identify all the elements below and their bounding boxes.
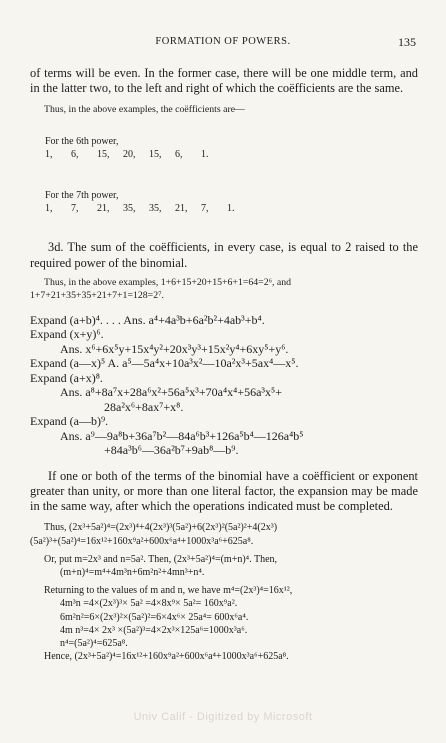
exercise-answer: Ans. a⁹—9a⁸b+36a⁷b²—84a⁶b³+126a⁵b⁴—126a⁴b⁵ [60, 428, 304, 443]
coef-value: 15, [97, 149, 110, 161]
thus-expansion-line: (5a²)³+(5a²)⁴=16x¹²+160x⁹a²+600x⁶a⁴+1000x³a⁶+625a⁸. [30, 535, 254, 547]
exercise-answer: Ans. x⁶+6x⁵y+15x⁴y²+20x³y³+15x²y⁴+6xy⁵+y⁶. [60, 341, 289, 356]
coef-row-label: For the 7th power, [45, 189, 119, 201]
thus-coefficients-line: Thus, in the above examples, the coëfficients are— [44, 104, 245, 116]
exercise-line: Expand (x+y)⁶. [30, 327, 104, 342]
returning-line: n⁴=(5a²)⁴=625a⁸. [60, 638, 128, 650]
hence-line: Hence, (2x³+5a²)⁴=16x¹²+160x⁹a²+600x⁶a⁴+1000x³a⁶+625a⁸. [44, 651, 289, 663]
coefficient-row-7th [30, 175, 418, 229]
page-number: 135 [398, 35, 416, 49]
page-body [30, 66, 418, 663]
page-header [30, 36, 416, 50]
exercise-line: Expand (a—b)⁹. [30, 414, 109, 429]
exercise-line: Expand (a—x)⁵ A. a⁵—5a⁴x+10a³x²—10a²x³+5ax⁴—x⁵. [30, 356, 299, 371]
thus-expansion-line: Thus, (2x³+5a²)⁴=(2x³)⁴+4(2x³)³(5a²)+6(2x³)²(5a²)²+4(2x³) [44, 522, 278, 534]
coef-value: 1, [45, 203, 53, 215]
digitization-watermark: Univ Calif - Digitized by Microsoft [133, 711, 313, 723]
rule-3-example: Thus, in the above examples, 1+6+15+20+15+6+1=64=2⁶, and 1+7+21+35+35+21+7+1=128=2⁷. [30, 276, 292, 301]
coef-value: 1, [45, 149, 53, 161]
coef-value: 1. [227, 203, 235, 215]
coef-value: 6, [175, 149, 183, 161]
exercise-answer: Ans. a⁸+8a⁷x+28a⁶x²+56a⁵x³+70a⁴x⁴+56a³x⁵+ [60, 385, 282, 400]
substitution-line: Or, put m=2x³ and n=5a². Then, (2x³+5a²)⁴=(m+n)⁴. Then, [44, 553, 278, 565]
binomial-coefficient-paragraph: If one or both of the terms of the binomial have a coëfficient or exponent greater than unity, or more than one literal factor, the expansion may be made in the same way, after which the operations indicated must be completed. [30, 468, 418, 514]
coefficient-row-6th [30, 121, 418, 175]
coef-row-label: For the 6th power, [45, 135, 119, 147]
coef-value: 7, [201, 203, 209, 215]
coef-value: 6, [71, 149, 79, 161]
substitution-line: (m+n)⁴=m⁴+4m³n+6m²n²+4mn³+n⁴. [60, 567, 205, 579]
coef-value: 35, [123, 203, 136, 215]
coef-value: 21, [175, 203, 188, 215]
coef-value: 15, [149, 149, 162, 161]
rule-3-paragraph: 3d. The sum of the coëfficients, in every case, is equal to 2 raised to the required power of the binomial. [30, 240, 418, 270]
returning-line: 4m³n =4×(2x³)³× 5a² =4×8x⁹× 5a²= 160x⁹a². [60, 598, 238, 610]
coef-value: 35, [149, 203, 162, 215]
coef-value: 20, [123, 149, 136, 161]
exercise-answer-continued: +84a³b⁶—36a²b⁷+9ab⁸—b⁹. [104, 443, 239, 458]
coef-value: 1. [201, 149, 209, 161]
exercise-line: Expand (a+b)⁴. . . . Ans. a⁴+4a³b+6a²b²+4ab³+b⁴. [30, 312, 265, 327]
returning-line: 6m²n²=6×(2x³)²×(5a²)²=6×4x⁶× 25a⁴= 600x⁶a⁴. [60, 611, 249, 623]
returning-line: Returning to the values of m and n, we have m⁴=(2x³)⁴=16x¹², [44, 585, 293, 597]
returning-line: 4m n³=4× 2x³ ×(5a²)³=4×2x³×125a⁶=1000x³a⁶. [60, 624, 248, 636]
running-title: FORMATION OF POWERS. [155, 36, 291, 47]
exercise-answer-continued: 28a²x⁶+8ax⁷+x⁸. [104, 399, 184, 414]
coef-value: 7, [71, 203, 79, 215]
coef-value: 21, [97, 203, 110, 215]
exercise-line: Expand (a+x)⁸. [30, 370, 103, 385]
intro-paragraph: of terms will be even. In the former case, there will be one middle term, and in the latter two, to the left and right of which the coëfficients are the same. [30, 66, 418, 96]
